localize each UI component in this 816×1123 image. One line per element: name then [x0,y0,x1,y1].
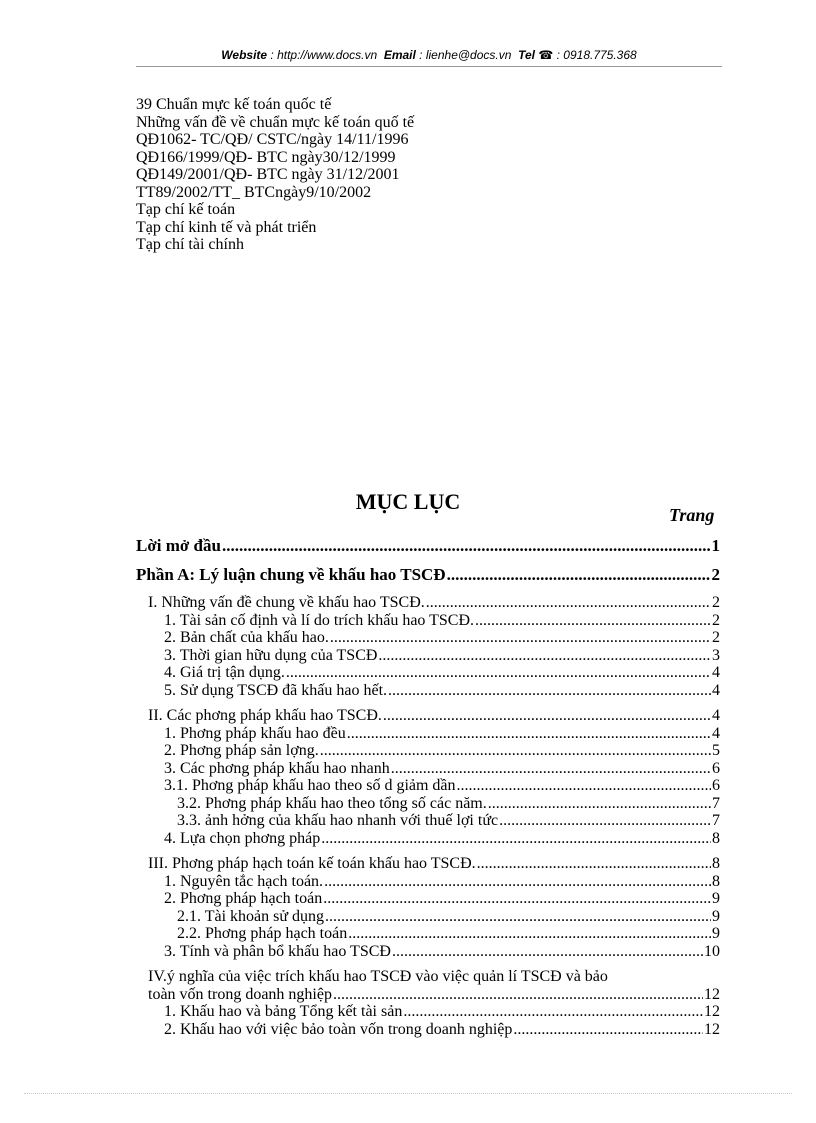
reference-item: Những vấn đề về chuẩn mực kế toán quố tế [136,113,415,131]
toc-entry[interactable]: 3. Các phơng pháp khấu hao nhanh ..... 6 [136,760,720,778]
toc-entry-section-2[interactable]: II. Các phơng pháp khấu hao TSCĐ. ..... 4 [136,707,720,725]
toc-entry[interactable]: 1. Khấu hao và bảng Tổng kết tài sản ..... 12 [136,1003,720,1021]
toc-entry[interactable]: 1. Tài sản cố định và lí do trích khấu hao TSCĐ. ..... 2 [136,612,720,630]
toc-entry[interactable]: 2. Bản chất của khấu hao. ..... 2 [136,629,720,647]
toc-entry-section-3[interactable]: III. Phơng pháp hạch toán kế toán khấu hao TSCĐ. ..... 8 [136,855,720,873]
reference-item: 39 Chuẩn mực kế toán quốc tế [136,96,332,113]
website-url[interactable]: : http://www.docs.vn [270,48,378,62]
reference-item: QĐ1062- TC/QĐ/ CSTC/ngày 14/11/1996 [136,131,409,148]
table-of-contents [136,536,720,1038]
website-label: Website [221,48,268,62]
toc-entry[interactable]: 2. Phơng pháp hạch toán ..... 9 [136,890,720,908]
toc-entry[interactable]: 3. Thời gian hữu dụng của TSCĐ ..... 3 [136,647,720,665]
toc-entry[interactable]: 1. Nguyên tắc hạch toán. ..... 8 [136,873,720,891]
tel-value: : 0918.775.368 [556,48,637,62]
page-column-label: Trang [669,505,715,525]
toc-entry[interactable]: 3. Tính và phân bổ khấu hao TSCĐ ..... 10 [136,943,720,961]
toc-entry[interactable]: 5. Sử dụng TSCĐ đã khấu hao hết. ..... 4 [136,682,720,700]
toc-entry[interactable]: 1. Phơng pháp khấu hao đều ..... 4 [136,725,720,743]
toc-entry[interactable]: 4. Giá trị tận dụng. ..... 4 [136,664,720,682]
toc-entry[interactable]: 2.1. Tài khoản sử dụng ..... 9 [136,908,720,926]
toc-entry-intro[interactable]: Lời mở đầu ..... 1 [136,536,720,556]
toc-entry-part-a[interactable]: Phần A: Lý luận chung về khấu hao TSCĐ ..... 2 [136,565,720,585]
toc-entry-section-1[interactable]: I. Những vấn đề chung về khấu hao TSCĐ. ..... 2 [136,594,720,612]
toc-entry[interactable]: 4. Lựa chọn phơng pháp ..... 8 [136,830,720,848]
header-divider [136,66,722,67]
tel-label: Tel [518,48,535,62]
references-list [136,96,414,254]
phone-icon: ☎ [538,48,554,62]
reference-item: QĐ149/2001/QĐ- BTC ngày 31/12/2001 [136,166,400,183]
toc-entry[interactable]: 2. Phơng pháp sản lợng. ..... 5 [136,742,720,760]
email-label: Email [383,48,416,62]
toc-entry[interactable]: 3.1. Phơng pháp khấu hao theo số d giảm dần ..... 6 [136,777,720,795]
reference-item: Tạp chí kinh tế và phát triển [136,218,317,236]
toc-entry[interactable]: 2. Khấu hao với việc bảo toàn vốn trong doanh nghiệp ..... 12 [136,1021,720,1039]
footer-divider [24,1093,792,1094]
email-value[interactable]: : lienhe@docs.vn [419,48,512,62]
toc-title: MỤC LỤC [355,489,461,514]
reference-item: Tạp chí tài chính [136,236,244,253]
toc-entry[interactable]: 3.2. Phơng pháp khấu hao theo tổng số các năm. ..... 7 [136,795,720,813]
toc-entry[interactable]: 2.2. Phơng pháp hạch toán ..... 9 [136,925,720,943]
reference-item: Tạp chí kế toán [136,201,236,218]
page-header [136,48,722,62]
toc-entry[interactable]: 3.3. ảnh hởng của khấu hao nhanh với thuế lợi tức ..... 7 [136,812,720,830]
reference-item: QĐ166/1999/QĐ- BTC ngày30/12/1999 [136,148,396,166]
toc-entry-section-4[interactable]: toàn vốn trong doanh nghiệp ..... 12 [136,986,720,1004]
reference-item: TT89/2002/TT_ BTCngày9/10/2002 [136,183,372,201]
toc-entry-section-4-line1: IV.ý nghĩa của việc trích khấu hao TSCĐ vào việc quản lí TSCĐ và bảo [148,968,608,985]
